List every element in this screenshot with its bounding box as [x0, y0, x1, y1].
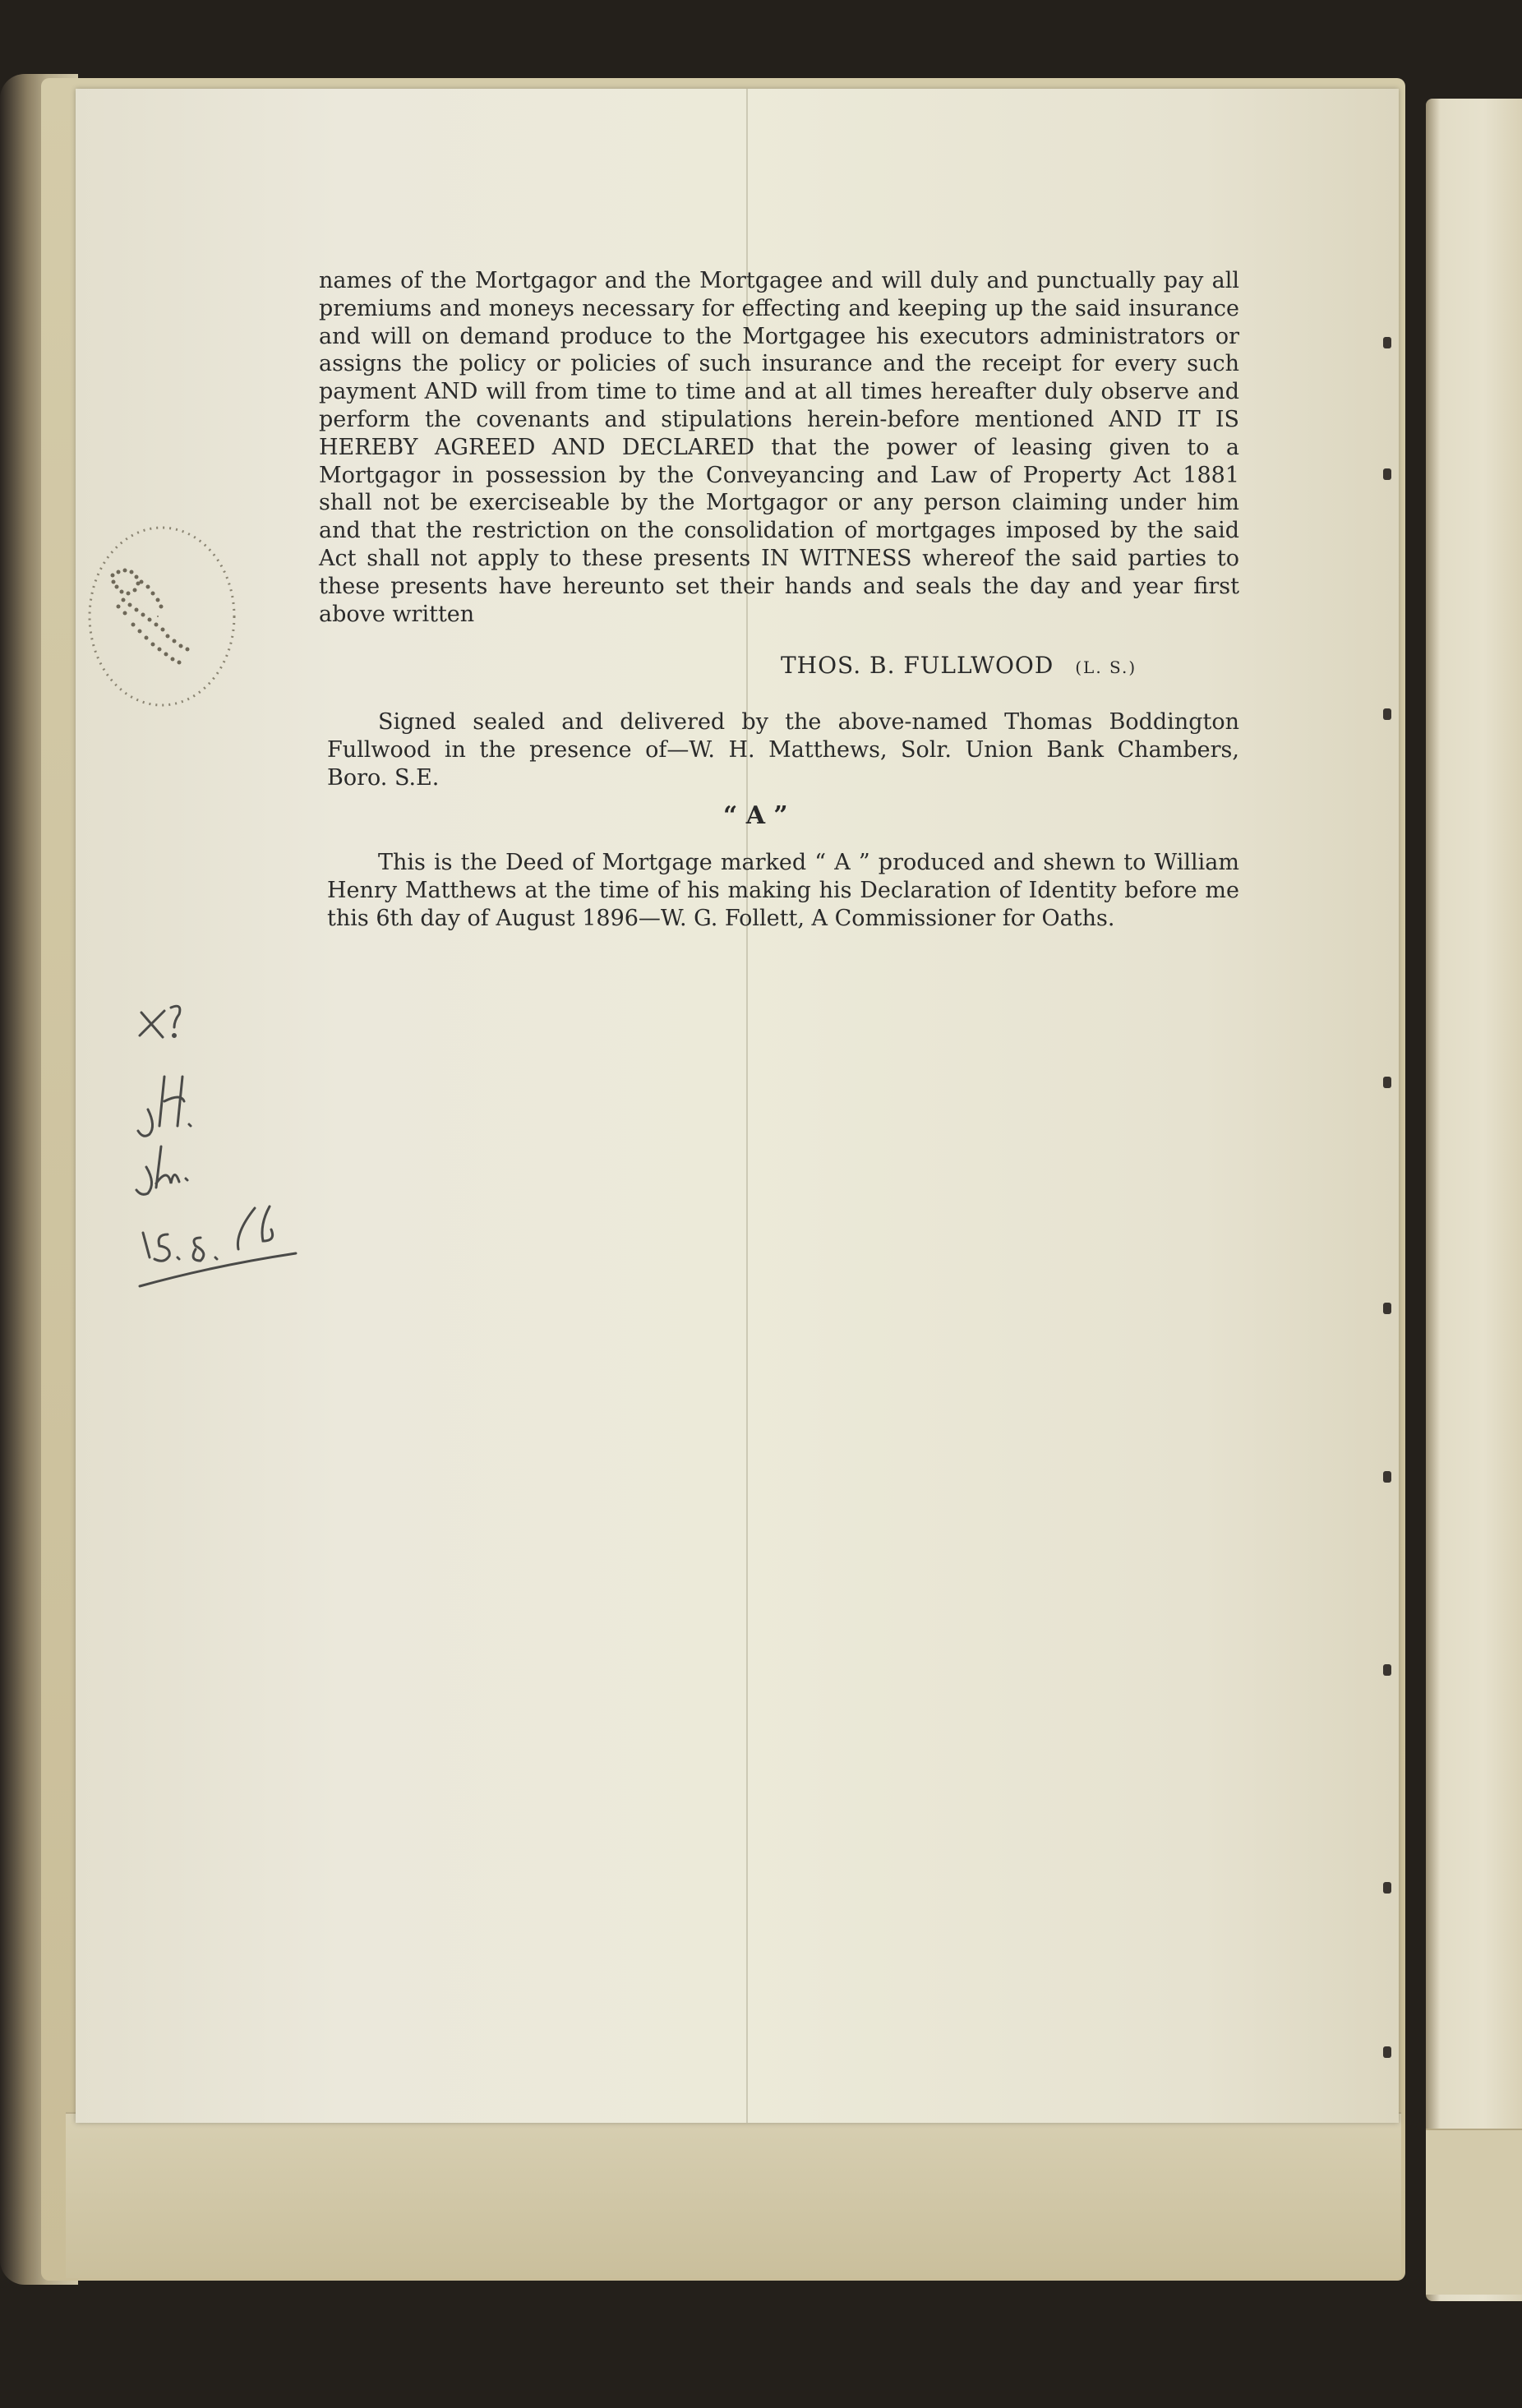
binding-hole — [1383, 1664, 1391, 1676]
seal-mark: (L. S.) — [1075, 657, 1137, 677]
execution-clause: Signed sealed and delivered by the above-named Thomas Boddington Fullwood in the presence of—W. H. Matthews, Solr. Union Bank Chambers, Boro. S.E. — [327, 709, 1239, 791]
binding-hole — [1383, 337, 1391, 348]
binding-hole — [1383, 1471, 1391, 1483]
covenant-paragraph: names of the Mortgagor and the Mortgagee and will duly and punctually pay all premiums and moneys necessary for effecting and keeping up the said insurance and will on demand produce to the Mortgagee his executors administrators or assigns the policy or policies of such insurance and the receipt for every such payment AND will from time to time and at all times hereafter duly observe and perform the covenants and stipulations herein-before mentioned AND IT IS HEREBY AGREED AND DECLARED that the power of leasing given to a Mortgagor in possession by the Conveyancing and Law of Property Act 1881 shall not be exerciseable by the Mortgagor or any person claiming under him and that the restriction on the consolidation of mortgages imposed by the said Act shall not apply to these presents IN WITNESS whereof the said parties to these presents have hereunto set their hands and seals the day and year first above written — [319, 268, 1239, 627]
exhibit-certificate: This is the Deed of Mortgage marked “ A ” produced and shewn to William Henry Matthews at the time of his making his Declaration of Identity before me this 6th day of August 1896—W. G. Follett, A Commissioner for Oaths. — [327, 850, 1239, 931]
binding-hole — [1383, 1303, 1391, 1314]
binding-hole — [1383, 1077, 1391, 1088]
signatory-name: THOS. B. FULLWOOD — [781, 652, 1054, 679]
binding-hole — [1383, 1882, 1391, 1894]
next-page-bottom-strip — [1426, 2129, 1522, 2295]
signature-line — [781, 652, 1137, 679]
perforated-seal-stamp — [76, 518, 240, 715]
deed-body-text — [319, 267, 1239, 628]
page-bottom-strip — [66, 2112, 1401, 2278]
binding-hole — [1383, 708, 1391, 720]
binding-hole — [1383, 2046, 1391, 2058]
binding-hole — [1383, 468, 1391, 480]
next-page-edge — [1426, 99, 1522, 2301]
exhibit-marker: “ A ” — [723, 801, 788, 830]
handwritten-pencil-annotation — [131, 1003, 329, 1299]
